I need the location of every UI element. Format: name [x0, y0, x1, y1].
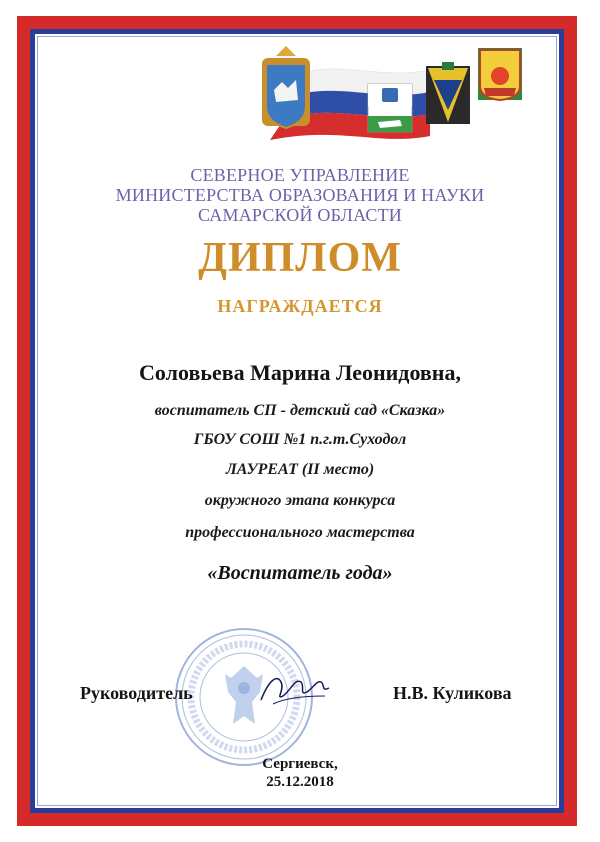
header-line-2: МИНИСТЕРСТВА ОБРАЗОВАНИЯ И НАУКИ	[115, 185, 485, 205]
detail-line-2: ГБОУ СОШ №1 п.г.т.Суходол	[193, 431, 407, 448]
detail-line-3: ЛАУРЕАТ (II место)	[225, 461, 375, 478]
signatory-name: Н.В. Куликова	[393, 683, 512, 703]
header-line-1: СЕВЕРНОЕ УПРАВЛЕНИЕ	[190, 165, 410, 185]
contest-name: «Воспитатель года»	[207, 562, 393, 584]
recipient-name: Соловьева Марина Леонидовна,	[139, 360, 461, 385]
awarded-label: НАГРАЖДАЕТСЯ	[217, 296, 383, 316]
sun-coat-of-arms-icon	[478, 48, 522, 100]
district-coat-of-arms-icon	[426, 62, 470, 124]
detail-line-1: воспитатель СП - детский сад «Сказка»	[154, 402, 446, 419]
issue-date: 25.12.2018	[266, 774, 334, 790]
emblems-banner	[230, 40, 535, 150]
handwritten-signature	[255, 660, 335, 710]
signatory-role: Руководитель	[80, 683, 193, 703]
issue-city: Сергиевск,	[262, 756, 338, 772]
samara-region-coat-of-arms-icon	[262, 46, 310, 128]
diploma-title: ДИПЛОМ	[198, 235, 402, 281]
detail-line-5: профессионального мастерства	[185, 524, 415, 541]
regional-flag-horse-icon	[368, 84, 412, 132]
header-line-3: САМАРСКОЙ ОБЛАСТИ	[197, 205, 402, 225]
detail-line-4: окружного этапа конкурса	[204, 492, 396, 509]
